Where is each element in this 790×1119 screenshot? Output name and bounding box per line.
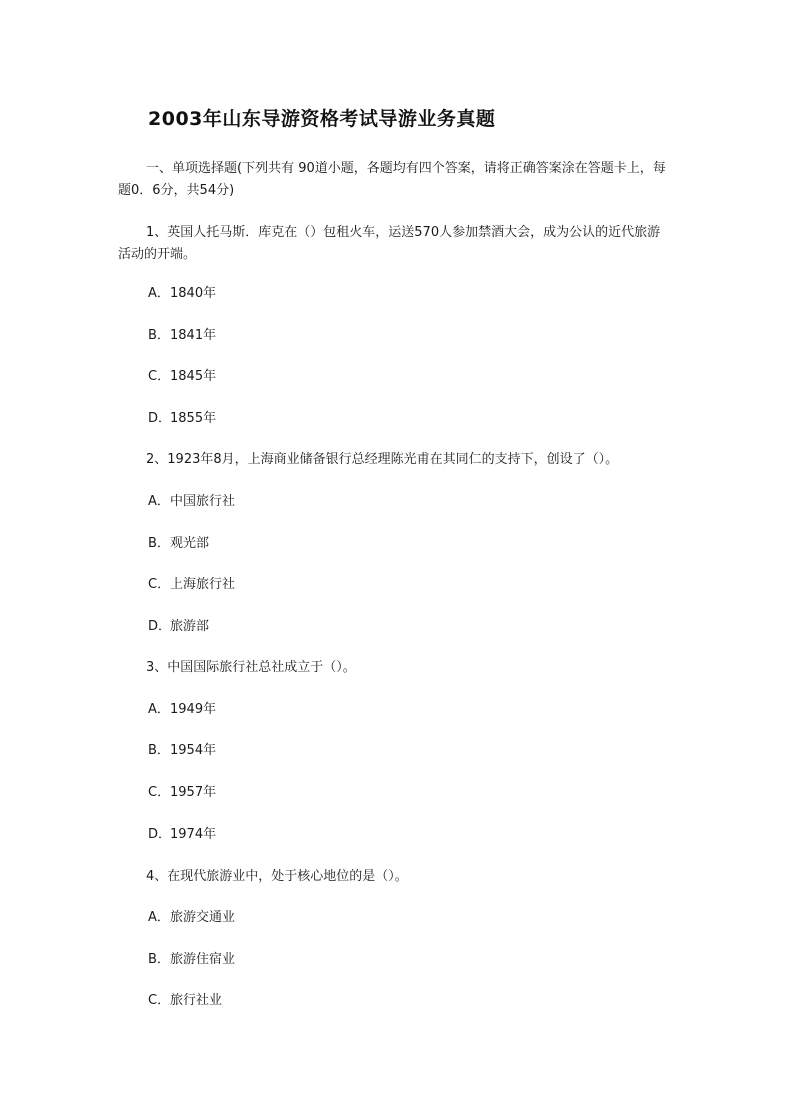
question-2-option-b: [148, 535, 209, 553]
option-letter: C．: [148, 785, 171, 800]
option-letter: A．: [148, 702, 170, 717]
question-2-option-c: [148, 576, 235, 594]
option-text: 1974年: [170, 827, 217, 842]
option-letter: D．: [148, 827, 172, 842]
option-letter: C．: [148, 993, 171, 1008]
question-1-option-a: [148, 285, 216, 303]
option-text: 观光部: [170, 536, 210, 551]
question-4-option-a: [148, 909, 235, 927]
question-3-option-b: [148, 742, 216, 760]
option-letter: A．: [148, 494, 170, 509]
question-4-option-b: [148, 951, 235, 969]
option-text: 旅游部: [170, 619, 210, 634]
option-text: 1841年: [170, 328, 217, 343]
option-text: 旅游交通业: [170, 910, 236, 925]
question-3-option-a: [148, 701, 216, 719]
question-4-option-c: [148, 992, 222, 1010]
option-text: 旅游住宿业: [170, 952, 236, 967]
option-text: 旅行社业: [170, 993, 223, 1008]
question-2-option-a: [148, 493, 235, 511]
option-letter: D．: [148, 411, 172, 426]
option-letter: B．: [148, 743, 170, 758]
option-text: 1954年: [170, 743, 217, 758]
option-text: 1845年: [170, 369, 217, 384]
question-4: 4、在现代旅游业中，处于核心地位的是（）。: [146, 869, 408, 884]
option-text: 中国旅行社: [170, 494, 236, 509]
question-3-option-c: [148, 784, 216, 802]
option-letter: B．: [148, 328, 170, 343]
option-letter: C．: [148, 577, 171, 592]
question-2: 2、1923年8月，上海商业储备银行总经理陈光甫在其同仁的支持下，创设了（）。: [146, 452, 619, 467]
option-letter: C．: [148, 369, 171, 384]
option-letter: A．: [148, 910, 170, 925]
option-letter: B．: [148, 536, 170, 551]
option-text: 上海旅行社: [170, 577, 236, 592]
question-2-option-d: [148, 618, 209, 636]
document-title: 2003年山东导游资格考试导游业务真题: [148, 108, 496, 130]
question-1: 1、英国人托马斯．库克在（）包租火车，运送570人参加禁酒大会，成为公认的近代旅游活动的开端。: [118, 225, 661, 262]
question-1-option-c: [148, 368, 216, 386]
question-3-option-d: [148, 826, 216, 844]
option-text: 1855年: [170, 411, 217, 426]
section-intro: 一、单项选择题(下列共有 90道小题，各题均有四个答案，请将正确答案涂在答题卡上，每题0．6分，共54分): [118, 161, 666, 198]
option-text: 1840年: [170, 286, 217, 301]
option-text: 1957年: [170, 785, 217, 800]
option-letter: D．: [148, 619, 172, 634]
option-text: 1949年: [170, 702, 217, 717]
question-3: 3、中国国际旅行社总社成立于（）。: [146, 660, 356, 675]
option-letter: B．: [148, 952, 170, 967]
question-1-option-b: [148, 327, 216, 345]
question-1-option-d: [148, 410, 216, 428]
option-letter: A．: [148, 286, 170, 301]
